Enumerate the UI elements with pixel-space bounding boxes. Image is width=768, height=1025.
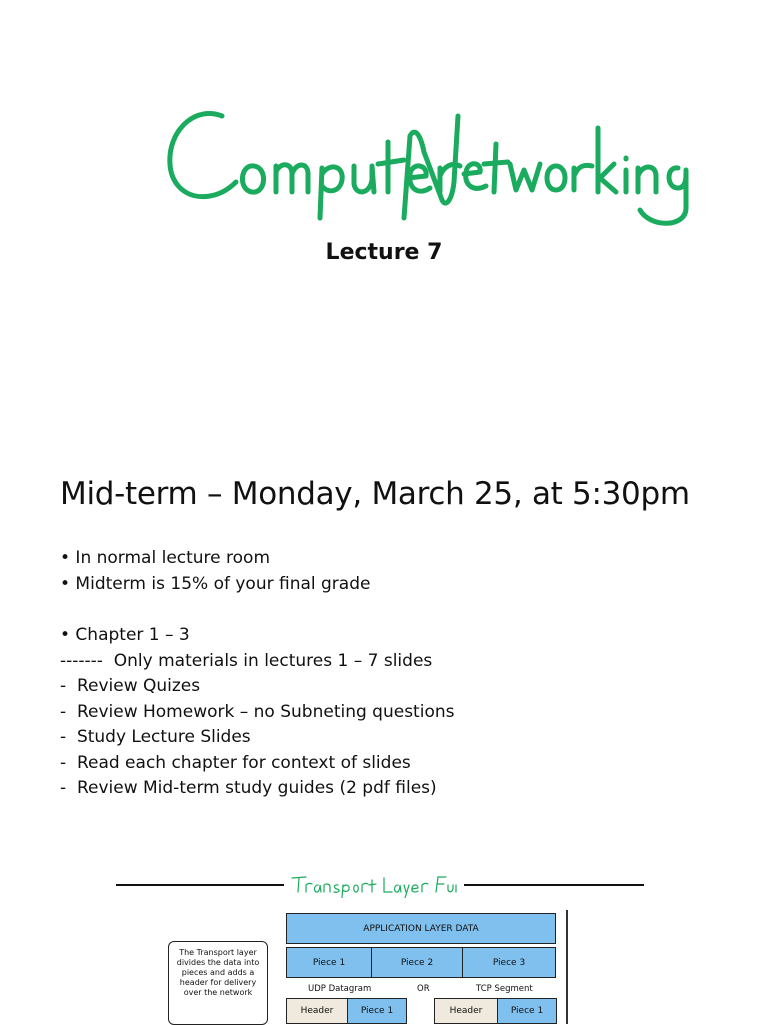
handwritten-title-text: Computer Networking [378,222,390,223]
title-slide [0,0,768,440]
vertical-divider [566,910,568,1024]
piece-box: Piece 3 [462,947,556,978]
udp-header-box: Header [286,998,348,1024]
midterm-title: Mid-term – Monday, March 25, at 5:30pm [60,476,690,512]
divider-right [464,884,644,886]
lecture-number: Lecture 7 [325,240,443,265]
midterm-content [60,546,454,802]
transport-layer-title-text: Transport Layer Functions [375,896,387,897]
list-item: - Review Quizes [60,676,201,696]
list-item: - Study Lecture Slides [60,727,251,747]
tcp-header-box: Header [434,998,498,1024]
tcp-label: TCP Segment [476,984,533,994]
udp-label: UDP Datagram [308,984,372,994]
application-layer-data-box: APPLICATION LAYER DATA [286,913,556,944]
chapter-bullet: • Chapter 1 – 3 [60,625,190,645]
transport-layer-slide [0,850,768,1024]
bullet-item: • Midterm is 15% of your final grade [60,573,371,594]
transport-layer-title [290,874,460,898]
udp-piece-box: Piece 1 [347,998,407,1024]
midterm-slide [0,440,768,840]
list-item: - Review Mid-term study guides (2 pdf files) [60,778,437,798]
or-label: OR [417,984,430,994]
list-item: - Review Homework – no Subneting questions [60,701,455,722]
tcp-piece-box: Piece 1 [497,998,557,1024]
list-item: - Read each chapter for context of slides [60,752,411,773]
divider-left [116,884,284,886]
transport-note: The Transport layer divides the data into pieces and adds a header for delivery over the network [168,941,268,1025]
piece-box: Piece 1 [286,947,372,978]
piece-box: Piece 2 [371,947,463,978]
list-item: ------- Only materials in lectures 1 – 7 slides [60,650,433,671]
handwritten-title [0,92,768,232]
bullet-item: • In normal lecture room [60,548,271,568]
